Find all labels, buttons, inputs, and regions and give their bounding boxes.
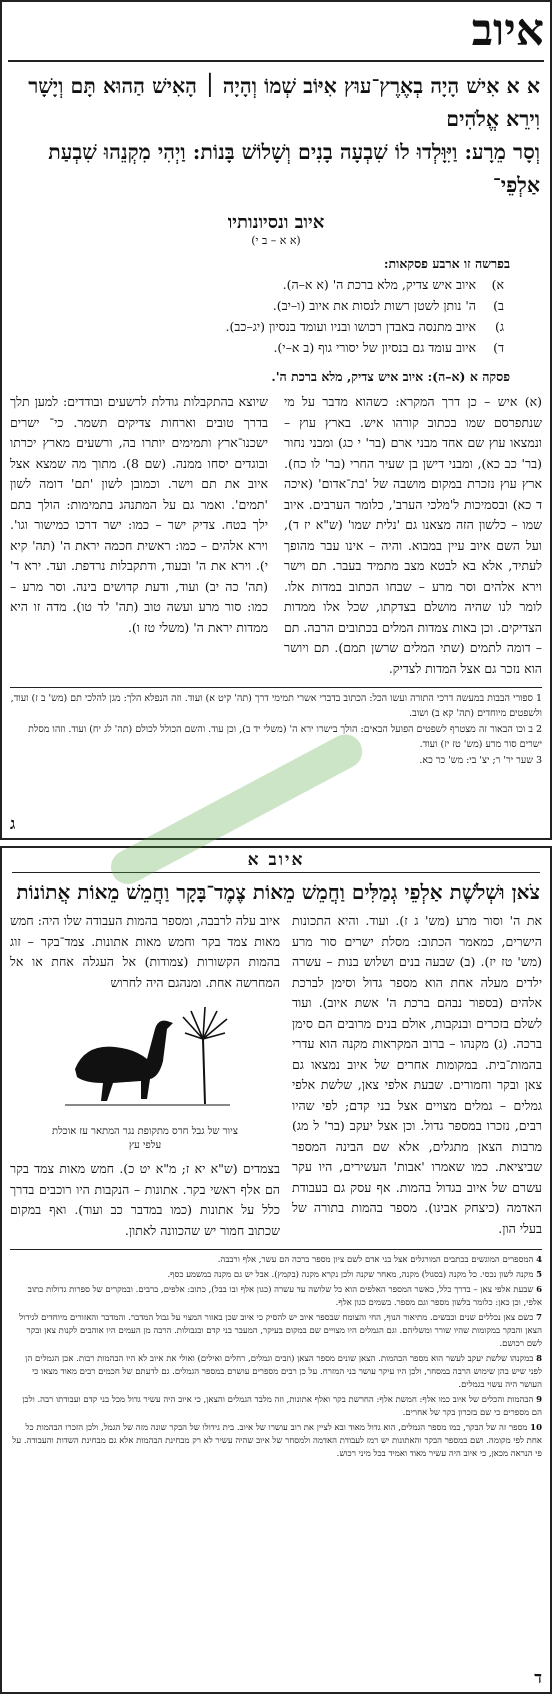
figure	[45, 999, 245, 1153]
footnote-number: 4	[536, 1255, 542, 1265]
footnote-number: 8	[536, 1354, 542, 1364]
footnote	[10, 1254, 542, 1267]
verse-text	[12, 70, 540, 202]
footnote-number: 6	[536, 1285, 542, 1295]
section-title: איוב ונסיונותיו	[227, 212, 325, 233]
verse-line: וְסָר מֵרָע: וַיִּוָּלְדוּ לוֹ שִׁבְעָה בָנִים וְשָׁלוֹשׁ בָּנוֹת: וַיְהִי מִקְנֵהוּ שִׁבְעַת אַלְפֵי־	[48, 140, 540, 197]
commentary-columns	[10, 911, 542, 1241]
footnote-number: 5	[536, 1270, 542, 1280]
paragraph-list	[42, 274, 504, 358]
running-head: איוב א	[12, 848, 540, 873]
list-item	[42, 337, 504, 358]
list-text: איוב עומד גם בנסיון של יסורי גוף (ב א–י).	[273, 340, 476, 355]
commentary-text: איוב עלה לרבבה, ומספר בהמות העבודה שלו היה: חמש מאות צמד בקר וחמש מאות אתונות. צמד־בקר – זוג בהמות הקשורות (צמודות) אל העגלה אחת או אל המחרשה אחת. ומנהגם היה לחרוש	[10, 913, 280, 990]
list-text: איוב מתנסה באבדן רכושו ובניו ועומד בנסיון (יג–כב).	[225, 319, 476, 334]
verse-line: א א אִישׁ הָיָה בְאֶרֶץ־עוּץ אִיּוֹב שְׁמוֹ וְהָיָה ׀ הָאִישׁ הַהוּא תָּם וְיָשָׁר וִירֵא אֱלֹהִים	[28, 74, 540, 131]
list-item	[42, 295, 504, 316]
page-number: ג	[10, 814, 16, 833]
list-letter: א)	[491, 277, 504, 292]
page-bottom	[0, 846, 552, 1694]
camel-palm-illustration	[55, 999, 235, 1119]
page-top	[0, 0, 552, 840]
footnote-text: מספר זה של הבקר, כמו מספר הגמלים, הוא גדול מאוד ובא לציין את רוב עושרו של איוב. בית גידולו של הבקר שונה מזה של הגמל, ולכן הזכרו הבהמות כל אחת לפי מקומה. ושם במספר הבקר והאתונות יש רמז לעבודת האדמה ולמסחר של איוב שהיה עשיר לא רק מבחינת הבהמות אלא גם מבחינת השדות והעבודה. על פי הנראה מכאן, כי איוב היה עשיר מאוד ואמיד בכל מיני רכוש.	[12, 1423, 542, 1459]
footnote	[10, 1353, 542, 1392]
footnote	[10, 1422, 542, 1461]
list-letter: ג)	[494, 319, 504, 334]
footnote-number: 7	[536, 1313, 542, 1323]
footnotes	[10, 692, 542, 769]
footnote	[10, 1269, 542, 1282]
footnote-text: כשם צאן נכללים שנים וכבשים. מתיאור הנוף, החי והצומח שבספר איוב יש להסיק כי איוב שכן באזור המצוי על גבול המדבר. והמדבר והאזורים מיוחדים לגידול הצאן והבקר במקומות שהיו שורר ומשליהם. וגם הגמלים היו מצויים שם במקום בעיקר, המעבר בני קדם ובגבולות. הרבה מן העמים היו אוהבים לקנות צאן ובקר לשם רכושם.	[19, 1313, 542, 1349]
section-range: (א א – ב י)	[251, 234, 301, 247]
list-item	[42, 274, 504, 295]
commentary-column-left: שיוצא בהתקבלות גודלת לרשעים ובודדים: למען תלך בדרך טובים וארחות צדיקים תשמר. כי־ ישרים ישכנו־ארץ ותמימים יותרו בה, ורשעים מארץ יכרתו ובוגדים יסחו ממנה. (שם 8). מתוך מה שמצא אצל איוב את תם וישר. וכמובן לשון 'תם' דומה לשון 'תמים'. ואמר גם על המתנהג בתמימות: הולך בתם ילך בטח. צדיק ישר – כמו: ישר דרכו כמישור וגו'. וירא אלהים – כמו: ראשית חכמה יראת ה' (תה' קיא י). וירא את ה' ובעוד, ודתקבלות נרדפת. ועד. ירא ד' (תה' כה יב) ועוד, ודעת קדושים בינה. וסר מרע – כמו: סור מרע ועשה טוב (תה' לד טו). מדה זו היא ממדות יראת ה' (משלי טז ו).	[10, 394, 268, 635]
footnotes	[10, 1254, 542, 1461]
list-letter: ד)	[493, 340, 504, 355]
commentary-column-right: (א) איש – כן דרך המקרא: כשהוא מדבר על מי שנתפרסם שמו בכתוב קורהו איש. בארץ עוץ – ונמצאו עוץ שם אחד מבני ארם (בר' י כג) ומבני נחור (בר' כב כא), ומבני דישן בן שעיר החרי (בר' לו כח). ארץ עוץ נזכרת במקום מושבה של 'בת־אדום' (איכה ד כא) ובסמיכות ל'מלכי הערב', כלומר הערבים. איוב שמו – כלשון הזה מצאנו גם 'נלית שמו' (ש"א יז ד), ועל השם איוב עיין במבוא. והיה – אינו עבר מהופך לעתיד, אלא בא לבטא מצב מתמיד בעבר. תם וישר וירא אלהים וסר מרע – שבחו הכתוב במדות אלו. לומר לנו שהיה מושלם בצדקתו, שכל אלו ממדות הצדיקים. וכן באות צמדות המלים בכתובים הרבה. תם – דומה לתמים (שתי המלים שרשן תמם). תם ויושר הוא נזכר גם אצל המדות לצדיק.	[284, 394, 542, 676]
footnote-number: 10	[530, 1423, 542, 1433]
footnote-text: מקנה לשון נכסי. כל מקנה (בסגול) מקנה, מאחר שקנה ולכן נקרא מקנה (בקמץ). אבל יש גם מקנה במשמע כסף.	[167, 1270, 534, 1280]
footnote	[10, 1284, 542, 1310]
footnote-divider	[10, 687, 542, 688]
footnote-number: 9	[536, 1395, 542, 1405]
footnote: 1 ספורי הבבות במעשה דרכי התורה ועשו הכל: הכתוב בדברי אשרי תמימי דרך (תה' קיט א) ועוד. וזה הנפלא הלך: מגן להלכי תם (מש' ב ז) ועוד, ולשפטים מיוחדים (תה' קא ב) ושוב.	[10, 693, 542, 719]
list-text: איוב איש צדיק, מלא ברכת ה' (א א–ה).	[282, 277, 476, 292]
commentary-column-right: את ה' וסור מרע (מש' ג ז). ועוד. והיא התכונות הישרים, כמאמר הכתוב: מסלת ישרים סור מרע (מש' טז יז). (ב) שבעה בנים ושלוש בנות – עשרה ילדים מעלה אחת הוא מספר גדול וסימן לברכת אלהים (בספור נבהם ברכת ה' אשת איוב). ועוד לשלם בזכרים ובנקבות, אולם בנים מרובים הם סימן ברכה. (ג) מקנהו – ברוב המקראות מקנה הוא עדרי בהמות־בית. במקומות אחרים של איוב נמצאו גם צאן ובקר וחמורים. שבעת אלפי צאן, שלשת אלפי גמלים – גמלים מצויים אצל בני קדם; לפי שהיו רבים, נזכרו במספר גדול. וכן אצל יעקב (בר' ל מג) מרבות הצאן מתגלים, אלא שם הבינה המספר שביציאת. כמו שאמרו 'אבות' העשירים, היו עקר עשרם של איוב בגדול בהמות. אף עסק גם בעבודת האדמה (כיצחק אבינו). מספר בהמות בתורה של בעלי הון.	[292, 913, 542, 1236]
figure-caption: ציור של גבל חרס מתקופת נגר המתאר עז אוכלת עלפי עץ	[52, 1126, 238, 1151]
page-number: ד	[534, 1668, 542, 1687]
footnote-text: שבעת אלפי צאן – בדרך כלל, כאשר המספר האלפים הוא כל שלושה עד עשרה (כגון אלף ובו בבל), כתוב: אלפים, ברבים. ובמקרים של ספרות גדולות כתוב אלפי, וכן כאן: כלומר בלשון מספר וגם מספר. בשמים כגון אלף.	[27, 1285, 542, 1308]
footnote: 3 שער יר' ר; יצ' בי: מש' כר כא.	[419, 755, 542, 766]
paragraph-heading: פסקה א (א–ה): איוב איש צדיק, מלא ברכת ה'.	[271, 369, 510, 384]
list-letter: ב)	[493, 298, 504, 313]
footnote-divider	[10, 1249, 542, 1250]
footnote: 2 ב וכו הבאור זה מצטרף לשפטים הפועל הבאים: הולך בישרו ירא ה' (משלי יד ב), וכן עוד. והשם הכולל לכולם (תה' לג יח) ועוד. וזהו מסלת ישרים סור מרע (מש' טז יז) ועוד.	[28, 724, 542, 750]
footnote-text: הבהמות והכלים של איוב כמו אלף: חמשת אלף: החרשת בקר ואלף אתונות, וזה מלבד הגמלים והצאן, כי איוב היה עשיר גדול מכל בני קדם ועבודתו רבה. ולכן הם מספרים כי שם בזכרון בקר של אחרים.	[22, 1395, 542, 1418]
commentary-column-left	[10, 911, 280, 1241]
footnote-text: במקנהו שלשת יעקב לעשר הוא מספר הבהמות. הצאן שונים מספר הצאן (וזבים וגמלים, רחלים ואילים) ואולי את איוב לא היו הבהמות רבות. אכן הגמלים הן לפני שיש בהן שימוש הרבה במסחר, ולכן היו עיקר עושר בני המזרח. על כן רבים מספרים עושרם במספר הגמלים. גם לדעתם של חכמים רבים מאוד מצאו כי העושר היה עשוי בגמלים.	[25, 1354, 542, 1390]
footnote	[10, 1394, 542, 1420]
page-title: איוב	[8, 2, 544, 62]
footnote	[10, 1312, 542, 1351]
verse-line: צֹאן וּשְׁלֹשֶׁת אַלְפֵי גְמַלִּים וַחֲמֵשׁ מֵאוֹת צֶמֶד־בָּקָר וַחֲמֵשׁ מֵאוֹת אֲתוֹנוֹת	[16, 880, 540, 904]
list-item	[42, 316, 504, 337]
list-intro: בפרשה זו ארבע פסקאות:	[383, 256, 510, 271]
footnote-text: המספרים המוגשים בכתבים המורגלים אצל בני אדם לשם ציון מספר ברכה הם עשר, אלף ורבבה.	[217, 1255, 534, 1265]
list-text: ה' נותן לשטן רשות לנסות את איוב (ו–יב).	[272, 298, 476, 313]
commentary-columns	[10, 392, 542, 679]
commentary-text: בצמדים (ש"א יא ז; מ"א יט כ). חמש מאות צמד בקר הם אלף ראשי בקר. אתונות – הנקבות היו רוכבים בדרך כלל על אתונות (כמו במדבר כב ועוד). ואף במקום שכתוב חמור יש שהכוונה לאתון.	[10, 1161, 280, 1238]
